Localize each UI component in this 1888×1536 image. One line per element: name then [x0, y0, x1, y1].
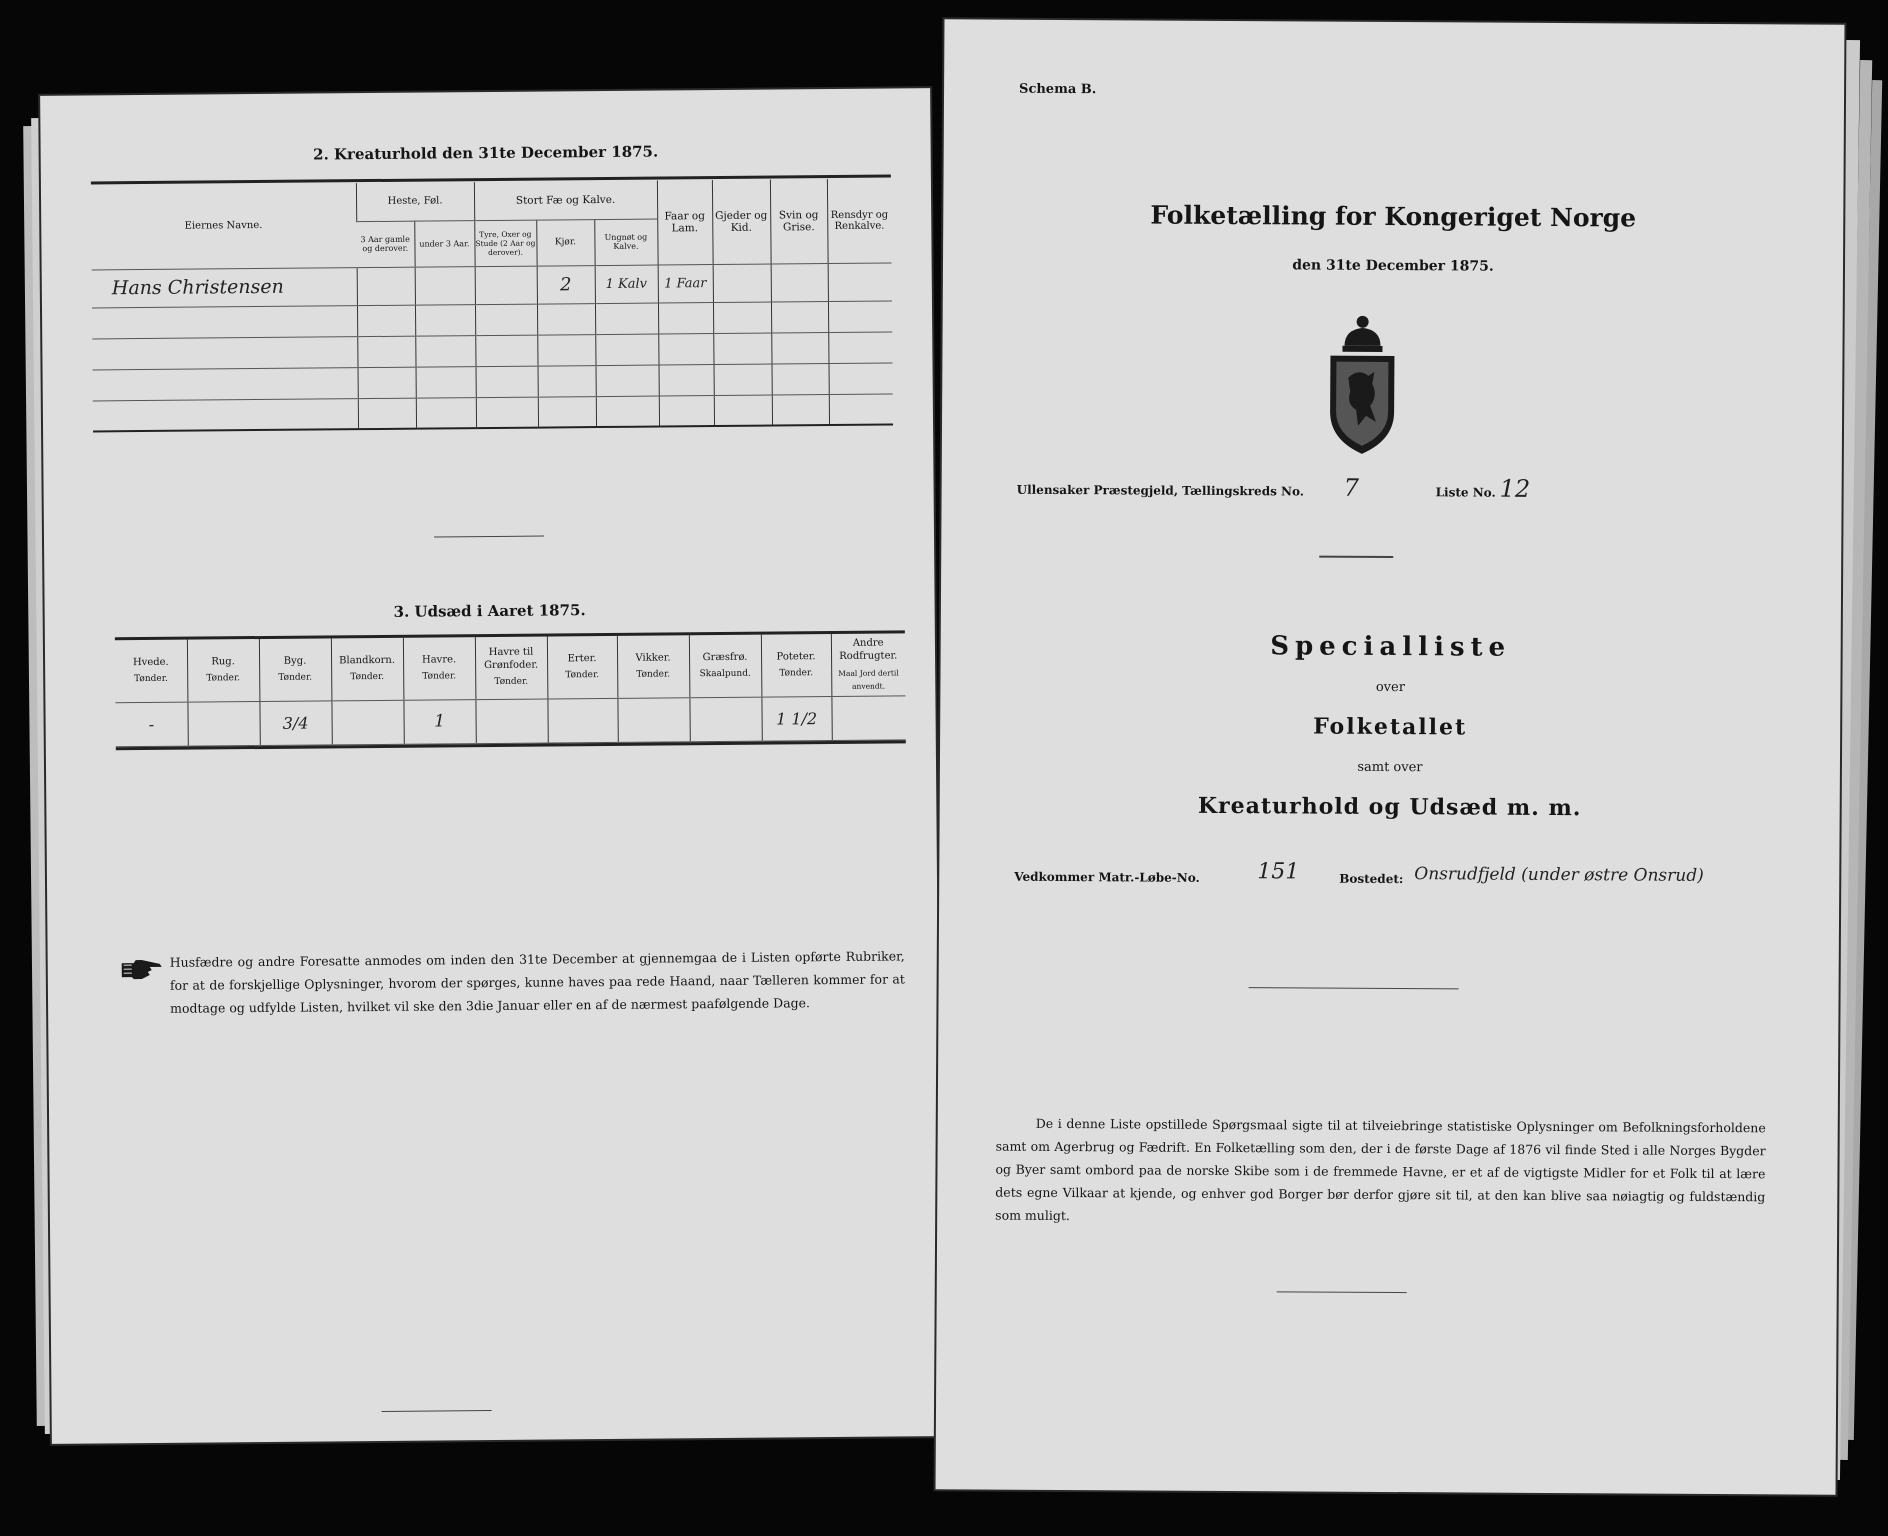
over-text-1: over [1375, 679, 1406, 696]
seed-header-name: Rug. [211, 655, 235, 668]
bosted-label: Bostedet: [1339, 871, 1404, 887]
section-2-title: 2. Kreaturhold den 31te December 1875. [313, 142, 659, 164]
parish-label: Ullensaker Præstegjeld, Tællingskreds No. [1016, 482, 1305, 499]
seed-header-7 [617, 635, 690, 698]
cattle-header: Stort Fæ og Kalve. [474, 181, 657, 221]
seed-header-unit: Skaalpund. [699, 668, 751, 679]
notice-text: Husfædre og andre Foresatte anmodes om inden den 31te December at gjennemgaa de i Listen opførte Rubriker, for at de forskjellige Oplysninger, hvorom der spørges, kunne haves paa rede Haand, naar Tælleren kommer for at modtage og udfylde Listen, hvilket vil ske den 3die Januar eller en af de nærmest paafølgende Dage. [169, 948, 905, 1016]
seed-header-3 [331, 638, 404, 701]
list-label: Liste No. [1435, 485, 1496, 500]
cows-header: Kjør. [536, 219, 594, 266]
seed-header-name: Erter. [567, 652, 597, 665]
left-page [40, 88, 942, 1444]
document-title: Folketælling for Kongeriget Norge [1150, 200, 1637, 233]
seed-header-name: Hvede. [132, 656, 169, 668]
seed-header-name: Havre til Grønfoder. [483, 646, 539, 672]
seed-header-name: Poteter. [776, 650, 816, 663]
barley-value: 3/4 [259, 700, 331, 745]
seed-header-10 [831, 633, 906, 696]
seed-header-name: Byg. [283, 655, 307, 667]
matr-number: 151 [1257, 859, 1300, 885]
livestock-table [91, 178, 893, 432]
seed-header-name: Vikker. [635, 652, 671, 664]
seed-header-0 [115, 640, 188, 703]
seed-header-unit: Tønder. [350, 671, 385, 682]
information-note: De i denne Liste opstillede Spørgsmaal sigte til at tilveiebringe statistiske Oplysninger om Befolkningsforholdene samt om Agerbrug og Fædrift. En Folketælling som den, der i de første Dage af 1876 vil finde Sted i alle Norges Bygder og Byer samt ombord paa de norske Skibe som i de fremmede Havne, er et af de vigtigste Midler for et Folk til at lære dets egne Vilkaar at kjende, og enhver god Borger bør derfor gjøre sit til, at den kan blive saa nøiagtig og fuldstændig som muligt. [995, 1115, 1766, 1224]
reindeer-header: Rensdyr og Renkalve. [827, 178, 892, 263]
coat-of-arms-icon [1312, 312, 1413, 463]
heading-specialliste: Specialliste [1270, 631, 1512, 663]
seed-header-name: Blandkorn. [339, 654, 396, 667]
sheep-value: 1 Faar [658, 264, 713, 302]
seed-header-unit: Tønder. [636, 669, 671, 680]
pigs-header: Svin og Grise. [770, 179, 828, 263]
seed-header-6 [547, 636, 618, 699]
seed-table [115, 633, 906, 746]
heading-folketallet: Folketallet [1313, 713, 1468, 741]
wheat-value: - [115, 702, 187, 747]
document-date: den 31te December 1875. [1292, 257, 1494, 275]
seed-header-unit: Tønder. [779, 667, 814, 679]
horses-header: Heste, Føl. [356, 182, 474, 221]
potatoes-value: 1 1/2 [761, 696, 831, 741]
seed-header-4 [403, 637, 476, 700]
section-3-title: 3. Udsæd i Aaret 1875. [393, 601, 586, 621]
goats-header: Gjeder og Kid. [712, 180, 771, 265]
sheep-header: Faar og Lam. [657, 180, 713, 264]
matr-label: Vedkommer Matr.-Løbe-No. [1014, 869, 1200, 885]
list-number: 12 [1499, 474, 1531, 503]
seed-header-1 [187, 639, 260, 702]
seed-header-unit: Tønder. [422, 671, 457, 682]
district-number: 7 [1343, 473, 1360, 502]
seed-header-unit: Tønder. [278, 672, 313, 683]
seed-header-5 [475, 637, 548, 700]
seed-header-name: Andre Rodfrugter. [839, 637, 898, 662]
owner-name: Hans Christensen [92, 267, 357, 307]
cows-value: 2 [537, 265, 595, 304]
seed-header-unit: Tønder. [494, 676, 529, 688]
seed-header-9 [761, 634, 832, 697]
schema-label: Schema B. [1019, 81, 1097, 98]
seed-header-name: Havre. [421, 654, 457, 666]
oats-value: 1 [403, 699, 475, 744]
seed-header-unit: Maal Jord dertil anvendt. [838, 668, 899, 691]
seed-header-unit: Tønder. [206, 672, 241, 684]
pointing-hand-icon [120, 955, 164, 983]
calves-value: 1 Kalv [595, 265, 658, 304]
horses-young-header: under 3 Aar. [414, 220, 474, 267]
heading-kreaturhold: Kreaturhold og Udsæd m. m. [1197, 792, 1582, 822]
calves-header: Ungnøt og Kalve. [594, 219, 657, 266]
seed-header-2 [259, 638, 332, 701]
bosted-value: Onsrudfjeld (under østre Onsrud) [1414, 864, 1704, 886]
bulls-header: Tyre, Oxer og Stude (2 Aar og derover). [474, 220, 536, 267]
seed-header-unit: Tønder. [134, 673, 168, 684]
owner-header: Eiernes Navne. [91, 183, 357, 269]
over-text-2: samt over [1357, 759, 1423, 776]
right-page [936, 19, 1845, 1494]
seed-header-unit: Tønder. [565, 669, 600, 681]
horses-old-header: 3 Aar gamle og derover. [356, 221, 414, 268]
seed-header-name: Græsfrø. [702, 651, 748, 663]
seed-header-8 [689, 635, 762, 698]
